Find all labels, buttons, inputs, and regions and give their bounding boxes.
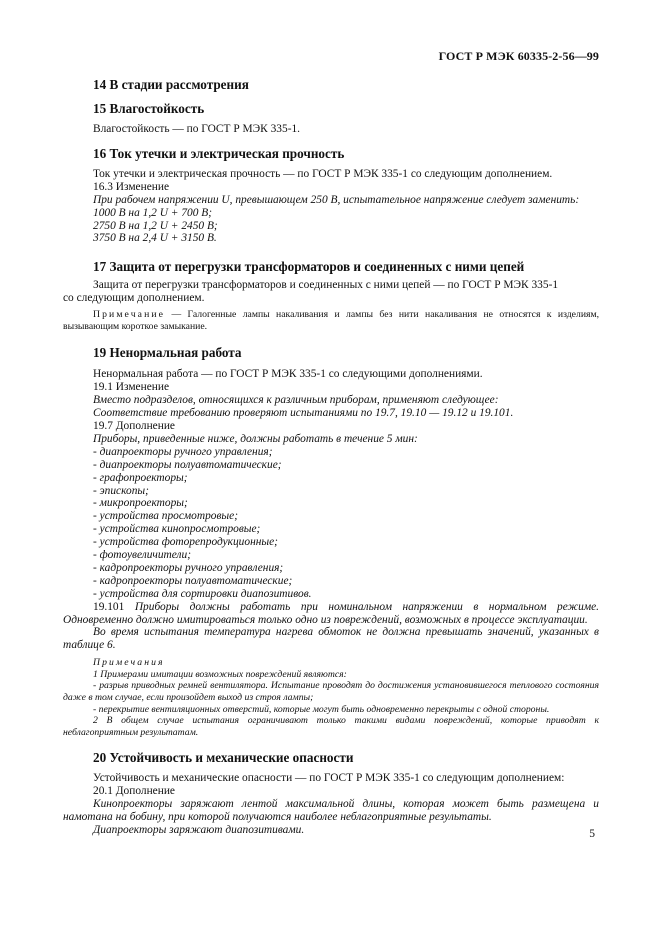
section-19-note-1b: - перекрытие вентиляционных отверстий, которые могут быть одновременно перекрыты с одной стороны. <box>93 703 550 715</box>
section-16-line-4: 3750 В на 2,4 U + 3150 В. <box>93 232 217 245</box>
section-19-101-temperature: Во время испытания температура нагрева обмоток не должна превышать значений, указанных в таблице 6. <box>63 626 599 652</box>
device-list-item: - устройства фоторепродукционные; <box>93 536 278 549</box>
section-19-notes-label: Примечания <box>93 657 165 669</box>
device-list-item: - устройства просмотровые; <box>93 510 238 523</box>
device-list-item: - фотоувеличители; <box>93 549 191 562</box>
device-list-item: - микропроекторы; <box>93 497 188 510</box>
device-list-item: - кадропроекторы ручного управления; <box>93 561 284 574</box>
section-17-note <box>63 309 599 332</box>
section-15-title: 15 Влагостойкость <box>93 101 205 116</box>
section-16-line-1: При рабочем напряжении U, превышающем 250 В, испытательное напряжение следует заменить: <box>93 193 580 206</box>
document-body <box>63 77 600 837</box>
page-number: 5 <box>589 828 595 840</box>
subsection-16-3: 16.3 Изменение <box>93 180 170 193</box>
subsection-19-1: 19.1 Изменение <box>93 381 170 394</box>
section-17-title: 17 Защита от перегрузки трансформаторов и соединенных с ними цепей <box>93 259 525 275</box>
section-17-note-text: — Галогенные лампы накаливания и лампы без нити накаливания не относятся к изделиям, вызывающим короткое замыкание. <box>63 309 600 332</box>
section-17-intro <box>63 279 599 305</box>
section-19-101 <box>63 601 599 627</box>
device-list-item: - графопроекторы; <box>93 471 188 484</box>
section-16-line-3: 2750 В на 1,2 U + 2450 В; <box>93 219 218 232</box>
section-17-intro-line-1: Защита от перегрузки трансформаторов и соединенных с ними цепей — по ГОСТ Р МЭК 335-1 <box>93 279 559 292</box>
section-19-7-line: Приборы, приведенные ниже, должны работать в течение 5 мин: <box>93 432 418 445</box>
section-16-title: 16 Ток утечки и электрическая прочность <box>93 145 345 161</box>
device-list-item: - диапроекторы полуавтоматические; <box>93 458 282 471</box>
section-20-intro: Устойчивость и механические опасности — по ГОСТ Р МЭК 335-1 со следующим дополнением: <box>93 772 565 785</box>
subsection-20-1: 20.1 Дополнение <box>93 785 175 798</box>
section-20-1-line-a: Кинопроекторы заряжают лентой максимальной длины, которая может быть размещена и намотана на бобину, при которой получаются наиболее неблагоприятные результаты. <box>63 798 599 824</box>
device-list-item: - диапроекторы ручного управления; <box>93 445 273 458</box>
device-list-item: - эпископы; <box>93 484 149 497</box>
section-19-1-line-b: Соответствие требованию проверяют испытаниями по 19.7, 19.10 — 19.12 и 19.101. <box>93 407 514 420</box>
section-20-title: 20 Устойчивость и механические опасности <box>93 750 354 766</box>
device-list-item: - устройства кинопросмотровые; <box>93 523 261 536</box>
section-16-intro: Ток утечки и электрическая прочность — по ГОСТ Р МЭК 335-1 со следующим дополнением. <box>93 167 553 180</box>
subsection-19-7: 19.7 Дополнение <box>93 419 175 432</box>
section-19-title: 19 Ненормальная работа <box>93 345 242 361</box>
device-list-item: - кадропроекторы полуавтоматические; <box>93 574 293 587</box>
section-19-note-1: 1 Примерами имитации возможных повреждений являются: <box>93 668 347 680</box>
section-19-intro: Ненормальная работа — по ГОСТ Р МЭК 335-1 со следующими дополнениями. <box>93 368 483 381</box>
section-16-line-2: 1000 В на 1,2 U + 700 В; <box>93 206 213 219</box>
device-list-item: - устройства для сортировки диапозитивов. <box>93 587 312 600</box>
section-20-1-line-b: Диапроекторы заряжают диапозитивами. <box>93 824 305 837</box>
section-17-intro-line-2: со следующим дополнением. <box>63 292 205 305</box>
section-14-title: 14 В стадии рассмотрения <box>93 77 249 92</box>
section-19-note-2: 2 В общем случае испытания ограничивают только такими видами повреждений, которые приводят к неблагоприятным результатам. <box>63 715 599 738</box>
section-17-note-label: Примечание <box>93 309 166 321</box>
section-19-101-text: Приборы должны работать при номинальном напряжении в нормальном режиме. Одновременно должно имитироваться только одно из повреждений, возможных в процессе эксплуатации. <box>63 600 599 626</box>
section-15-text: Влагостойкость — по ГОСТ Р МЭК 335-1. <box>93 123 301 135</box>
section-19-1-line-a: Вместо подразделов, относящихся к различным приборам, применяют следующее: <box>93 394 499 407</box>
section-19-note-1a: - разрыв приводных ремней вентилятора. Испытание проводят до достижения установившегося теплового состояния даже в том случае, если произойдет выход из строя лампы; <box>63 680 599 704</box>
subsection-19-101-number: 19.101 <box>93 600 125 613</box>
standard-code-header: ГОСТ Р МЭК 60335-2-56—99 <box>438 49 599 63</box>
